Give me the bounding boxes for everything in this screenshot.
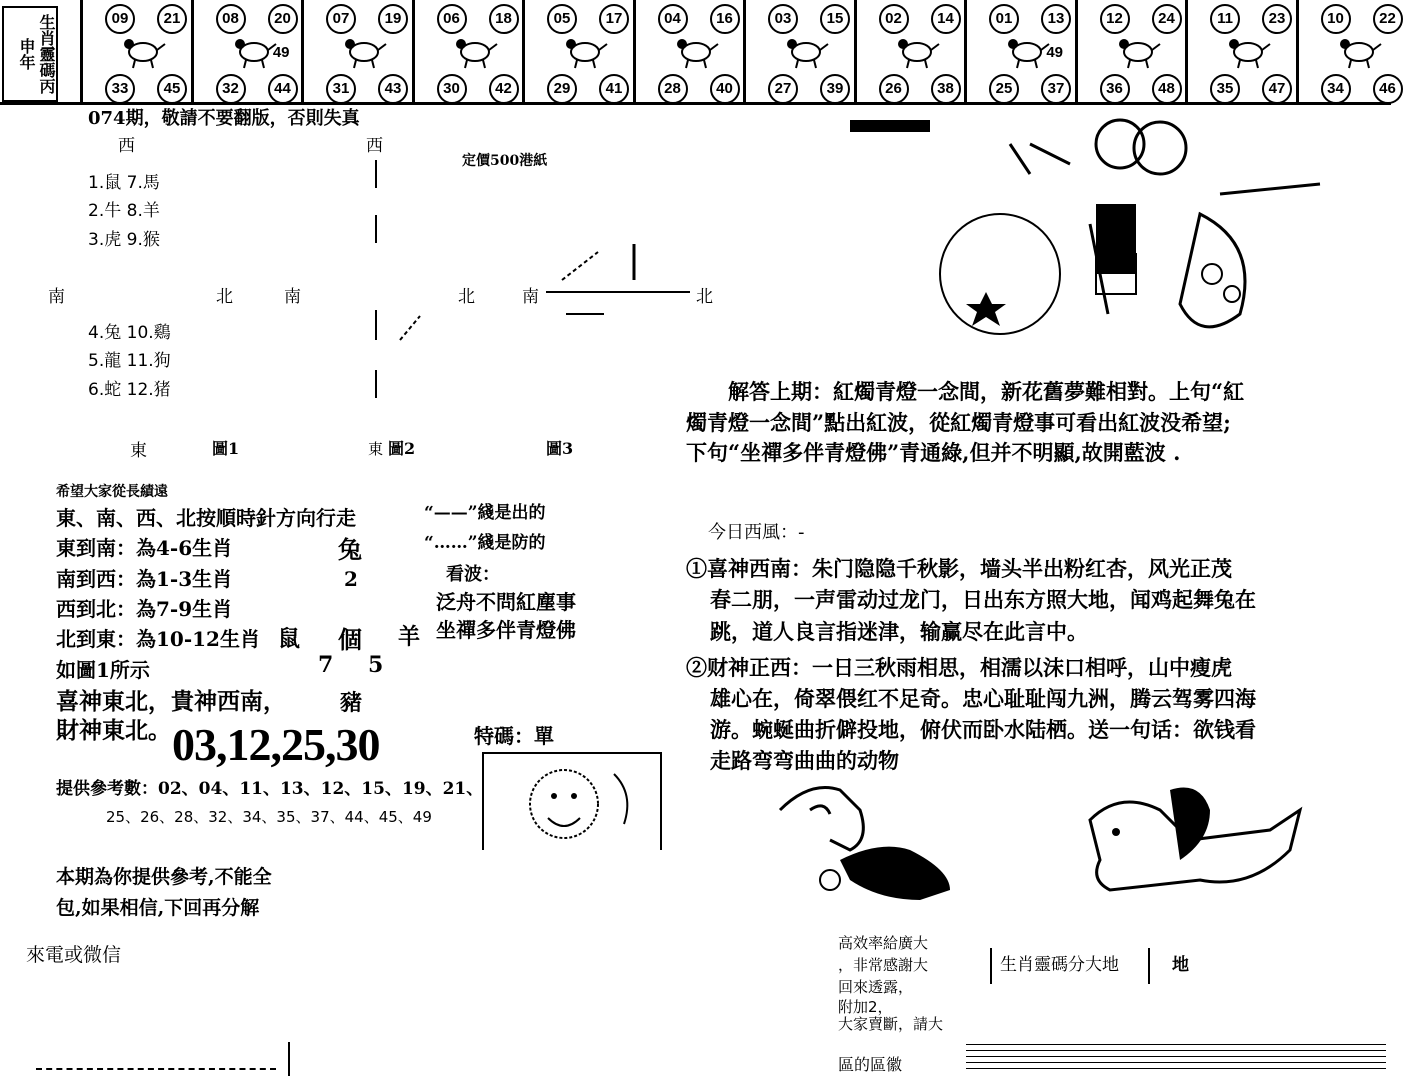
answer-line: 解答上期：紅燭青燈一念間，新花舊夢難相對。上句“紅 [728, 379, 1245, 404]
bottom-text: 附加2， [838, 998, 893, 1016]
dragon-icon [563, 30, 609, 70]
zodiac-list-item: 5.龍 11.狗 [88, 351, 171, 371]
number-badge: 47 [1262, 74, 1292, 104]
number-badge: 34 [1321, 74, 1351, 104]
bottom-text: 高效率給廣大 [838, 934, 929, 952]
today-line: ②财神正西：一日三秋雨相思，相濡以沫口相呼，山中瘦虎 [686, 655, 1232, 680]
rat-char: 鼠 [278, 626, 301, 652]
rule-line: 西到北：為7-9生肖 [56, 597, 233, 621]
number-badge: 38 [931, 74, 961, 104]
today-line: 游。蜿蜒曲折僻投地，俯伏而卧水陆栖。送一句话：欲钱看 [710, 717, 1256, 742]
rule-line: 東、南、西、北按順時針方向行走 [56, 506, 356, 530]
crop-mask [588, 480, 608, 660]
number-badge: 07 [326, 4, 356, 34]
number-badge: 16 [710, 4, 740, 34]
number-badge: 11 [1210, 4, 1240, 34]
number-badge: 18 [489, 4, 519, 34]
contact-label: 來電或微信 [26, 944, 122, 966]
today-title: 今日西風：- [708, 522, 805, 543]
number-badge: 33 [105, 74, 135, 104]
see-wave: 看波： [446, 564, 500, 585]
number-badge: 10 [1321, 4, 1351, 34]
fig1-east: 東 [130, 441, 147, 461]
dancing-kids-illustration [840, 104, 1390, 354]
number-badge: 13 [1041, 4, 1071, 34]
hope-line: 希望大家從長績遠 [56, 484, 168, 500]
number-badge: 12 [1100, 4, 1130, 34]
number-badge: 25 [989, 74, 1019, 104]
rule-line: 財神東北。 [56, 717, 171, 744]
bottom-text: 回來透露， [838, 978, 914, 996]
ref-numbers: 提供參考數：02、04、11、13、12、15、19、21、 [56, 779, 484, 799]
divider [36, 1068, 276, 1070]
zodiac-cell [964, 0, 1075, 102]
brand-divider [1148, 948, 1150, 984]
fig1-north: 北 [216, 287, 233, 307]
num-char: 5 [368, 652, 384, 678]
note-line: 包,如果相信,下回再分解 [56, 897, 260, 919]
pig-char: 豬 [340, 690, 363, 716]
brand-divider [990, 948, 992, 984]
bottom-text: 區的區徽 [838, 1055, 903, 1074]
zodiac-list-item: 6.蛇 12.猪 [88, 380, 171, 400]
issue-line: 074期，敬請不要翻版，否則失真 [88, 108, 360, 129]
ruled-lines [966, 1040, 1386, 1076]
number-badge: 39 [820, 74, 850, 104]
number-badge: 21 [157, 4, 187, 34]
rule-line: 南到西：為1-3生肖 [56, 567, 233, 591]
number-badge: 35 [1210, 74, 1240, 104]
number-badge: 41 [599, 74, 629, 104]
number-badge: 46 [1373, 74, 1403, 104]
fig2-line [375, 310, 377, 340]
number-badge: 36 [1100, 74, 1130, 104]
num-char: 2 [344, 567, 358, 591]
zodiac-cell [633, 0, 744, 102]
number-badge: 30 [437, 74, 467, 104]
snake-icon [674, 30, 720, 70]
goat-icon [895, 30, 941, 70]
zodiac-cell [522, 0, 633, 102]
zodiac-list-item: 4.兔 10.鷄 [88, 323, 171, 343]
poem-line: 坐禪多伴青燈佛 [436, 618, 576, 642]
zodiac-list-item: 3.虎 9.猴 [88, 230, 160, 250]
bottom-text: ，非常感謝大 [838, 956, 929, 974]
number-badge: 17 [599, 4, 629, 34]
zodiac-cell [854, 0, 965, 102]
fig2-label: 圖2 [388, 439, 416, 458]
zodiac-cell [1296, 0, 1407, 102]
fig2-east: 東 [368, 440, 384, 458]
fig1-label: 圖1 [212, 439, 240, 458]
today-line: 走路弯弯曲曲的动物 [710, 748, 899, 773]
number-badge: 44 [268, 74, 298, 104]
number-badge: 04 [658, 4, 688, 34]
fig3-label: 圖3 [546, 439, 574, 458]
zodiac-strip [0, 0, 1396, 104]
bottom-text: 大家賣斷，請大 [838, 1015, 944, 1033]
fig1-west: 西 [118, 136, 135, 156]
monkey-icon [1005, 30, 1051, 70]
num-char: 7 [318, 652, 334, 678]
rule-line: 喜神東北，貴神西南， [56, 688, 286, 715]
fig1-south: 南 [48, 287, 65, 307]
brand-label-2: 地 [1172, 955, 1189, 975]
number-badge: 32 [216, 74, 246, 104]
extra-number: 49 [1046, 44, 1063, 61]
number-badge: 24 [1152, 4, 1182, 34]
zodiac-cell [1185, 0, 1296, 102]
zodiac-cell [191, 0, 302, 102]
number-badge: 06 [437, 4, 467, 34]
rooster-icon [1116, 30, 1162, 70]
horse-icon [784, 30, 830, 70]
answer-line: 下句“坐禪多伴青燈佛”青通綠,但并不明顯,故開藍波 . [686, 440, 1181, 465]
number-badge: 43 [378, 74, 408, 104]
brand-label: 生肖靈碼分大地 [1000, 955, 1119, 975]
compass-lines [390, 240, 710, 350]
rule-line: 東到南：為4-6生肖 [56, 536, 233, 560]
today-line: 跳，道人良言指迷津，输赢尽在此言中。 [710, 619, 1088, 644]
today-line: ①喜神西南：朱门隐隐千秋影，墙头半出粉红杏，风光正茂 [686, 556, 1232, 581]
goat-char: 羊 [398, 624, 421, 650]
number-badge: 22 [1373, 4, 1403, 34]
zodiac-cell [412, 0, 523, 102]
big-numbers: 03,12,25,30 [172, 719, 380, 770]
special-code: 特碼：單 [474, 724, 554, 748]
number-badge: 01 [989, 4, 1019, 34]
number-badge: 37 [1041, 74, 1071, 104]
strip-label: 生肖靈碼丙申年 [2, 6, 58, 102]
extra-number: 49 [272, 44, 290, 61]
answer-line: 燭青燈一念間”點出紅波，從紅燭青燈事可看出紅波没希望; [686, 410, 1231, 435]
price-label: 定價500港紙 [462, 153, 548, 169]
tiger-icon [342, 30, 388, 70]
fig2-line [375, 370, 377, 398]
zodiac-list-item: 1.鼠 7.馬 [88, 173, 160, 193]
fig2-north: 北 [458, 287, 475, 307]
number-badge: 09 [105, 4, 135, 34]
quote-defend: “……”綫是防的 [424, 533, 546, 553]
zodiac-cell [743, 0, 854, 102]
zodiac-cell [301, 0, 412, 102]
rat-icon [121, 30, 167, 70]
divider [288, 1042, 290, 1076]
ox-icon [232, 30, 278, 70]
deity-image [482, 752, 662, 850]
fig3-south: 南 [522, 287, 539, 307]
quote-out: “——”綫是出的 [424, 503, 546, 523]
ge-char: 個 [338, 625, 362, 654]
number-badge: 42 [489, 74, 519, 104]
number-badge: 15 [820, 4, 850, 34]
ref-numbers-2: 25、26、28、32、34、35、37、44、45、49 [106, 808, 432, 826]
number-badge: 02 [879, 4, 909, 34]
number-badge: 19 [378, 4, 408, 34]
number-badge: 28 [658, 74, 688, 104]
rule-line: 如圖1所示 [56, 658, 150, 682]
fig2-south: 南 [284, 287, 301, 307]
number-badge: 20 [268, 4, 298, 34]
number-badge: 14 [931, 4, 961, 34]
number-badge: 05 [547, 4, 577, 34]
rabbit-icon [453, 30, 499, 70]
rule-line: 北到東：為10-12生肖 [56, 627, 260, 651]
dog-icon [1226, 30, 1272, 70]
fig2-line [375, 215, 377, 243]
number-badge: 03 [768, 4, 798, 34]
number-badge: 23 [1262, 4, 1292, 34]
fig2-line [375, 160, 377, 188]
number-badge: 08 [216, 4, 246, 34]
today-line: 雄心在，倚翠偎红不足奇。忠心耻耻闯九洲，腾云驾雾四海 [710, 686, 1256, 711]
crop-mask [292, 880, 332, 930]
number-badge: 45 [157, 74, 187, 104]
note-line: 本期為你提供參考,不能全 [56, 866, 272, 888]
number-badge: 48 [1152, 74, 1182, 104]
number-badge: 31 [326, 74, 356, 104]
zodiac-list-item: 2.牛 8.羊 [88, 201, 160, 221]
number-badge: 26 [879, 74, 909, 104]
number-badge: 29 [547, 74, 577, 104]
pig-icon [1337, 30, 1383, 70]
cartoon-animals [770, 770, 1350, 920]
rabbit-char: 兔 [338, 535, 362, 564]
number-badge: 27 [768, 74, 798, 104]
fig3-north: 北 [696, 287, 713, 307]
zodiac-cell [1075, 0, 1186, 102]
poem-line: 泛舟不問紅塵事 [436, 590, 576, 614]
number-badge: 40 [710, 74, 740, 104]
fig2-west: 西 [366, 136, 383, 156]
today-line: 春二朋，一声雷动过龙门，日出东方照大地，闻鸡起舞兔在 [710, 587, 1256, 612]
zodiac-cell [80, 0, 191, 102]
